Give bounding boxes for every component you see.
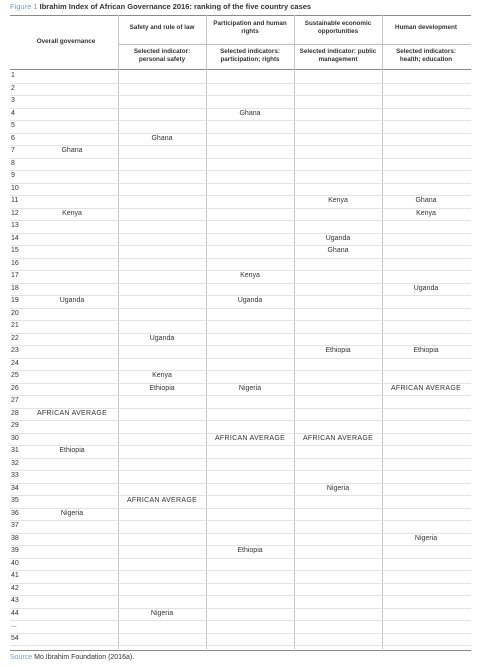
row-divider bbox=[10, 520, 471, 521]
country-entry: Ethiopia bbox=[413, 347, 439, 354]
rank-number: 36 bbox=[11, 509, 19, 517]
row-divider bbox=[10, 233, 471, 234]
rank-number: 1 bbox=[11, 72, 15, 79]
rank-number: 15 bbox=[11, 247, 19, 254]
country-entry: Ghana bbox=[151, 134, 173, 142]
row-divider bbox=[10, 645, 471, 646]
row-divider bbox=[10, 220, 471, 221]
indicator-economic: Selected indicator: public management bbox=[299, 48, 377, 63]
row-divider bbox=[10, 445, 471, 446]
country-entry: Nigeria bbox=[326, 484, 350, 492]
rank-number: 38 bbox=[11, 534, 19, 542]
row-divider bbox=[10, 595, 471, 596]
row-divider bbox=[10, 333, 471, 334]
rank-number: 34 bbox=[11, 484, 19, 492]
indicator-human-development: Selected indicators: health; education bbox=[396, 48, 456, 63]
column-header-participation: Participation and human rights bbox=[213, 20, 287, 35]
column-header-human-development: Human development bbox=[395, 24, 457, 31]
rank-number: 3 bbox=[11, 97, 15, 104]
rank-number: 22 bbox=[11, 334, 19, 342]
rank-number: 21 bbox=[11, 322, 19, 329]
rank-number: 37 bbox=[11, 522, 19, 529]
country-entry: Ghana bbox=[239, 109, 261, 117]
column-header-safety: Safety and rule of law bbox=[129, 24, 195, 31]
figure-label: Figure 1 bbox=[10, 2, 38, 11]
row-divider bbox=[10, 308, 471, 309]
row-divider bbox=[10, 545, 471, 546]
african-average-marker: AFRICAN AVERAGE bbox=[390, 384, 462, 392]
indicator-safety: Selected indicator: personal safety bbox=[133, 48, 191, 63]
row-divider bbox=[10, 458, 471, 459]
row-divider bbox=[10, 633, 471, 634]
country-entry: Ethiopia bbox=[59, 447, 85, 454]
rank-number: 28 bbox=[11, 409, 19, 417]
rank-number: 33 bbox=[11, 472, 19, 479]
rank-number: 23 bbox=[11, 347, 19, 354]
row-divider bbox=[10, 208, 471, 209]
row-divider bbox=[10, 420, 471, 421]
country-entry: Kenya bbox=[152, 372, 172, 379]
country-entry: Kenya bbox=[416, 209, 436, 217]
rank-number: 8 bbox=[11, 159, 15, 167]
rank-number: 39 bbox=[11, 547, 19, 554]
column-header-overall-governance: Overall governance bbox=[36, 38, 96, 45]
row-divider bbox=[10, 195, 471, 196]
column-header-economic: Sustainable economic opportunities bbox=[304, 20, 372, 35]
source-label: Source bbox=[10, 654, 33, 661]
country-entry: Uganda bbox=[413, 284, 439, 292]
country-entry: Uganda bbox=[237, 297, 263, 304]
row-divider bbox=[10, 620, 471, 621]
country-entry: Nigeria bbox=[60, 509, 84, 517]
rank-number: 12 bbox=[11, 209, 19, 217]
country-entry: Ethiopia bbox=[149, 384, 175, 392]
african-average-marker: AFRICAN AVERAGE bbox=[302, 434, 374, 442]
source-note bbox=[10, 654, 134, 661]
row-divider bbox=[10, 470, 471, 471]
row-divider bbox=[10, 95, 471, 96]
row-divider bbox=[10, 270, 471, 271]
rank-number: 4 bbox=[11, 109, 15, 117]
figure-title bbox=[10, 2, 311, 11]
row-divider bbox=[10, 408, 471, 409]
country-entry: Kenya bbox=[328, 197, 348, 204]
source-text: Mo Ibrahim Foundation (2016a). bbox=[34, 654, 135, 661]
row-divider bbox=[10, 245, 471, 246]
row-divider bbox=[10, 383, 471, 384]
country-entry: Nigeria bbox=[150, 609, 174, 617]
rank-number: 44 bbox=[11, 609, 19, 617]
rank-number: 35 bbox=[11, 497, 19, 504]
row-divider bbox=[10, 358, 471, 359]
country-entry: Ghana bbox=[415, 197, 437, 204]
rank-number: 26 bbox=[11, 384, 19, 392]
row-divider bbox=[10, 433, 471, 434]
country-entry: Uganda bbox=[59, 297, 85, 304]
row-divider bbox=[10, 370, 471, 371]
country-entry: Ethiopia bbox=[325, 347, 351, 354]
country-entry: Nigeria bbox=[238, 384, 262, 392]
row-divider bbox=[10, 108, 471, 109]
header-bottom-rule bbox=[10, 69, 471, 70]
rank-number: 13 bbox=[11, 222, 19, 229]
row-divider bbox=[10, 145, 471, 146]
country-entry: Kenya bbox=[62, 209, 82, 217]
row-divider bbox=[10, 483, 471, 484]
country-entry: Ghana bbox=[327, 247, 349, 254]
row-divider bbox=[10, 508, 471, 509]
rank-number: 11 bbox=[11, 197, 19, 204]
rank-number: 18 bbox=[11, 284, 19, 292]
country-entry: Uganda bbox=[325, 234, 351, 242]
rank-number: 20 bbox=[11, 309, 19, 317]
african-average-marker: AFRICAN AVERAGE bbox=[214, 434, 286, 442]
rank-number: 16 bbox=[11, 259, 19, 267]
african-average-marker: AFRICAN AVERAGE bbox=[36, 409, 108, 417]
country-entry: Ghana bbox=[61, 147, 83, 154]
figure-title-text: Ibrahim Index of African Governance 2016: ranking of the five country cases bbox=[39, 2, 312, 11]
row-divider bbox=[10, 170, 471, 171]
country-entry: Uganda bbox=[149, 334, 175, 342]
rank-number: 2 bbox=[11, 84, 15, 92]
rank-number: 32 bbox=[11, 459, 19, 467]
rank-number: 31 bbox=[11, 447, 19, 454]
rank-number: 41 bbox=[11, 572, 19, 579]
row-divider bbox=[10, 495, 471, 496]
row-divider bbox=[10, 608, 471, 609]
row-divider bbox=[10, 120, 471, 121]
country-entry: Kenya bbox=[240, 272, 260, 279]
rank-number: 5 bbox=[11, 122, 15, 129]
african-average-marker: AFRICAN AVERAGE bbox=[126, 497, 198, 504]
row-divider bbox=[10, 258, 471, 259]
rank-number: 25 bbox=[11, 372, 19, 379]
rank-number: 40 bbox=[11, 559, 19, 567]
rank-number: 19 bbox=[11, 297, 19, 304]
rank-number: 30 bbox=[11, 434, 19, 442]
rank-number: 9 bbox=[11, 172, 15, 179]
rank-number: 27 bbox=[11, 397, 19, 404]
country-entry: Nigeria bbox=[414, 534, 438, 542]
row-divider bbox=[10, 320, 471, 321]
row-divider bbox=[10, 558, 471, 559]
rank-number: ... bbox=[11, 622, 17, 629]
rank-number: 6 bbox=[11, 134, 15, 142]
rank-number: 29 bbox=[11, 422, 19, 429]
row-divider bbox=[10, 283, 471, 284]
rank-number: 54 bbox=[11, 634, 19, 642]
rank-number: 14 bbox=[11, 234, 19, 242]
indicator-participation: Selected indicators: participation; rights bbox=[220, 48, 280, 63]
row-divider bbox=[10, 395, 471, 396]
row-divider bbox=[10, 133, 471, 134]
rank-number: 42 bbox=[11, 584, 19, 592]
row-divider bbox=[10, 533, 471, 534]
row-divider bbox=[10, 345, 471, 346]
row-divider bbox=[10, 570, 471, 571]
rank-number: 43 bbox=[11, 597, 19, 604]
rank-number: 24 bbox=[11, 359, 19, 367]
country-entry: Ethiopia bbox=[237, 547, 263, 554]
row-divider bbox=[10, 83, 471, 84]
row-divider bbox=[10, 295, 471, 296]
row-divider bbox=[10, 158, 471, 159]
row-divider bbox=[10, 183, 471, 184]
rank-number: 7 bbox=[11, 147, 15, 154]
row-divider bbox=[10, 583, 471, 584]
rank-number: 17 bbox=[11, 272, 19, 279]
rank-number: 10 bbox=[11, 184, 19, 192]
